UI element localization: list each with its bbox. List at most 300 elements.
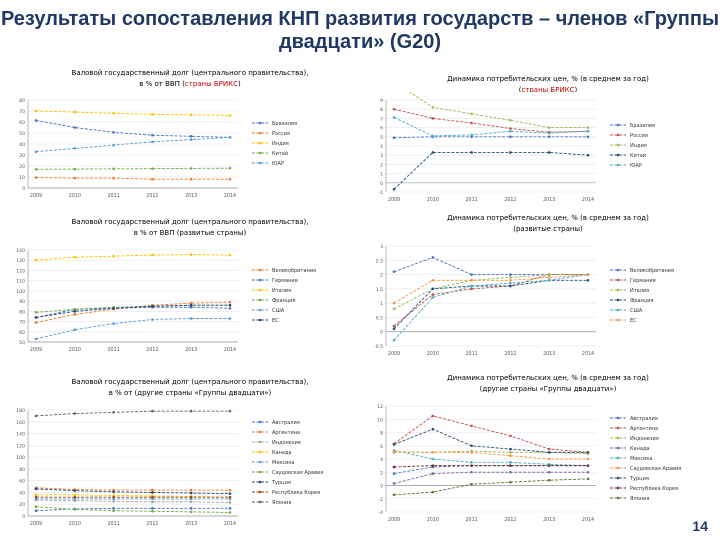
x-tick-label: 2009 (29, 522, 43, 527)
legend-label: Франция (630, 297, 654, 304)
data-point (393, 328, 396, 331)
chart-title-highlight: страны БРИКС (184, 80, 238, 88)
data-point (587, 154, 590, 157)
legend-label: Австралия (272, 419, 300, 426)
series-line (36, 168, 230, 169)
legend-label: Бразилия (272, 120, 298, 127)
data-point (393, 308, 396, 311)
chart-title-main: Валовой государственный долг (центрального правительства), (71, 69, 309, 77)
data-point (509, 273, 512, 276)
data-point (74, 489, 77, 492)
data-point (470, 113, 473, 116)
chart-title-main: Динамика потребительских цен, % (в среднем за год) (447, 374, 649, 382)
data-point (393, 116, 396, 119)
y-tick-label: 2 (380, 273, 383, 279)
chart-title-p5 (40, 377, 340, 399)
data-point (393, 450, 396, 453)
data-point (548, 479, 551, 482)
data-point (190, 253, 193, 256)
data-point (548, 276, 551, 279)
data-point (112, 144, 115, 147)
x-tick-label: 2011 (465, 198, 478, 203)
legend-label: Индия (630, 142, 647, 149)
data-point (151, 141, 154, 144)
data-point (548, 451, 551, 454)
line-chart-cpi-developed (362, 238, 708, 362)
chart-title-main: Динамика потребительских цен, % (в среднем за год) (447, 75, 649, 83)
legend-label: Турция (272, 479, 291, 486)
data-point (509, 285, 512, 288)
data-point (190, 492, 193, 495)
x-tick-label: 2010 (68, 348, 81, 353)
series-line (36, 489, 230, 494)
data-point (151, 134, 154, 137)
legend-marker (617, 437, 620, 440)
data-point (548, 464, 551, 467)
data-point (151, 410, 154, 413)
y-tick-label: 8 (380, 108, 383, 114)
data-point (393, 108, 396, 111)
data-point (393, 302, 396, 305)
legend-marker (259, 461, 262, 464)
y-tick-label: 140 (16, 249, 25, 254)
data-point (393, 325, 396, 328)
legend-label: Аргентина (630, 425, 659, 432)
legend-marker (259, 132, 262, 135)
y-tick-label: 0 (22, 187, 25, 192)
chart-title-p4 (398, 213, 698, 235)
chart-title-p6 (398, 373, 698, 395)
data-point (432, 491, 435, 494)
data-point (151, 167, 154, 170)
series-line (36, 302, 230, 322)
chart-title-pre: ( (518, 86, 522, 94)
data-point (74, 111, 77, 114)
data-point (151, 254, 154, 257)
data-point (74, 310, 77, 313)
data-point (548, 151, 551, 154)
legend-marker (259, 491, 262, 494)
legend-label: Бразилия (630, 122, 656, 129)
data-point (35, 259, 38, 262)
data-point (587, 458, 590, 461)
data-point (190, 178, 193, 181)
legend-marker (617, 124, 620, 127)
y-tick-label: 1.5 (375, 287, 383, 293)
series-line (394, 109, 588, 132)
line-chart-gov-debt-other-g20 (4, 402, 350, 532)
y-tick-label: 0 (380, 181, 383, 187)
data-point (229, 492, 232, 495)
data-point (229, 304, 232, 307)
y-tick-label: 20 (19, 165, 25, 170)
data-point (432, 464, 435, 467)
x-tick-label: 2011 (465, 518, 478, 523)
y-tick-label: -2 (378, 497, 383, 503)
legend-label: Россия (272, 130, 290, 137)
data-point (35, 496, 38, 499)
x-tick-label: 2012 (146, 522, 159, 527)
legend-marker (259, 152, 262, 155)
legend-label: ЮАР (272, 160, 284, 167)
data-point (112, 496, 115, 499)
data-point (470, 134, 473, 137)
chart-title-p1 (40, 68, 340, 90)
data-point (112, 168, 115, 171)
data-point (229, 501, 232, 504)
data-point (112, 411, 115, 414)
series-line (394, 117, 588, 135)
data-point (509, 127, 512, 130)
data-point (35, 176, 38, 179)
y-tick-label: 80 (19, 467, 25, 473)
data-point (190, 511, 193, 514)
y-tick-label: 60 (19, 121, 25, 126)
legend-marker (259, 481, 262, 484)
data-point (548, 126, 551, 129)
data-point (74, 126, 77, 129)
legend-marker (259, 269, 262, 272)
chart-title-main: Динамика потребительских цен, % (в среднем за год) (447, 214, 649, 222)
legend-label: Австралия (630, 415, 658, 422)
series-line (36, 488, 230, 490)
data-point (190, 507, 193, 510)
series-line (394, 466, 588, 467)
data-point (151, 489, 154, 492)
legend-label: Китай (272, 150, 289, 157)
series-line (36, 111, 230, 115)
chart-title-p3 (40, 217, 340, 239)
y-tick-label: 3 (380, 245, 383, 250)
data-point (587, 130, 590, 133)
data-point (112, 509, 115, 512)
data-point (432, 256, 435, 259)
data-point (548, 279, 551, 282)
data-point (393, 466, 396, 469)
data-point (74, 177, 77, 180)
y-tick-label: 50 (19, 132, 25, 137)
x-tick-label: 2014 (581, 198, 595, 203)
data-point (548, 273, 551, 276)
data-point (35, 119, 38, 122)
data-point (509, 151, 512, 154)
y-tick-label: 2 (380, 163, 383, 169)
data-point (509, 282, 512, 285)
data-point (548, 458, 551, 461)
x-tick-label: 2012 (504, 518, 517, 523)
data-point (509, 451, 512, 454)
y-tick-label: 40 (19, 491, 25, 497)
legend-marker (259, 471, 262, 474)
data-point (35, 494, 38, 497)
data-point (151, 501, 154, 504)
y-tick-label: 80 (19, 99, 25, 104)
legend-marker (259, 501, 262, 504)
data-point (470, 288, 473, 291)
chart-title-sub: в % от (другие страны «Группы двадцати») (108, 389, 272, 397)
data-point (432, 296, 435, 299)
x-tick-label: 2010 (68, 194, 81, 199)
y-tick-label: 140 (16, 432, 25, 438)
data-point (112, 255, 115, 258)
data-point (432, 451, 435, 454)
y-tick-label: 2.5 (375, 259, 383, 265)
data-point (509, 464, 512, 467)
x-tick-label: 2011 (107, 348, 120, 353)
data-point (432, 472, 435, 475)
y-tick-label: 1 (380, 172, 383, 178)
legend-marker (259, 441, 262, 444)
legend-label: Аргентина (272, 429, 301, 436)
legend-label: Индонезия (272, 439, 301, 446)
y-tick-label: 110 (16, 279, 25, 285)
data-point (229, 114, 232, 117)
data-point (432, 428, 435, 431)
data-point (112, 307, 115, 310)
data-point (74, 508, 77, 511)
legend-marker (259, 142, 262, 145)
x-tick-label: 2013 (543, 198, 556, 203)
data-point (587, 464, 590, 467)
data-point (35, 316, 38, 319)
x-tick-label: 2012 (504, 198, 517, 203)
data-point (470, 451, 473, 454)
legend-label: Россия (630, 132, 648, 139)
data-point (112, 112, 115, 115)
y-tick-label: 80 (19, 310, 25, 316)
x-tick-label: 2009 (29, 194, 43, 199)
data-point (432, 279, 435, 282)
data-point (470, 483, 473, 486)
data-point (432, 293, 435, 296)
series-line (394, 416, 588, 452)
x-tick-label: 2012 (146, 348, 159, 353)
x-tick-label: 2014 (581, 352, 595, 357)
series-line (36, 178, 230, 180)
x-tick-label: 2014 (581, 518, 595, 523)
series-line (36, 500, 230, 502)
data-point (74, 313, 77, 316)
legend-marker (617, 164, 620, 167)
legend-marker (617, 279, 620, 282)
data-point (35, 168, 38, 171)
series-line (36, 120, 230, 137)
x-tick-label: 2014 (223, 194, 237, 199)
data-point (35, 321, 38, 324)
y-tick-label: -4 (378, 511, 383, 516)
data-point (470, 425, 473, 428)
y-tick-label: 8 (380, 431, 383, 437)
data-point (190, 167, 193, 170)
legend-marker (617, 269, 620, 272)
x-tick-label: 2010 (426, 518, 439, 523)
y-tick-label: 120 (16, 269, 25, 275)
data-point (229, 178, 232, 181)
x-tick-label: 2013 (185, 194, 198, 199)
y-tick-label: 40 (19, 143, 25, 148)
legend-marker (617, 457, 620, 460)
data-point (587, 451, 590, 454)
data-point (112, 500, 115, 503)
legend-marker (617, 289, 620, 292)
data-point (229, 307, 232, 310)
data-point (229, 489, 232, 492)
y-tick-label: 9 (380, 99, 383, 104)
data-point (509, 435, 512, 438)
series-line (394, 92, 588, 128)
data-point (151, 305, 154, 308)
data-point (35, 150, 38, 153)
x-tick-label: 2011 (107, 194, 120, 199)
line-chart-cpi-brics (362, 92, 708, 208)
series-line (394, 137, 588, 138)
x-tick-label: 2010 (426, 198, 439, 203)
data-point (229, 507, 232, 510)
data-point (151, 507, 154, 510)
data-point (151, 510, 154, 513)
legend-marker (617, 319, 620, 322)
y-tick-label: 130 (16, 259, 25, 265)
chart-title-pre: в % от ВВП ( (139, 80, 185, 88)
x-tick-label: 2009 (387, 518, 401, 523)
chart-title-post: ) (574, 86, 578, 94)
legend-label: Великобритания (272, 267, 317, 274)
legend-label: Германия (272, 277, 298, 284)
y-tick-label: 12 (377, 405, 383, 410)
data-point (74, 256, 77, 259)
legend-label: Китай (630, 152, 647, 159)
series-line (394, 479, 588, 495)
data-point (470, 285, 473, 288)
data-point (74, 496, 77, 499)
y-tick-label: 4 (380, 145, 383, 150)
data-point (432, 415, 435, 418)
y-tick-label: 5 (380, 135, 383, 141)
series-line (36, 307, 230, 317)
legend-marker (259, 309, 262, 312)
data-point (151, 491, 154, 494)
legend-label: Турция (630, 475, 649, 482)
data-point (112, 177, 115, 180)
y-tick-label: -1 (378, 191, 383, 196)
data-point (190, 410, 193, 413)
legend-label: Германия (630, 277, 656, 284)
data-point (151, 113, 154, 116)
data-point (74, 412, 77, 415)
y-tick-label: 0 (380, 330, 383, 336)
legend-marker (617, 144, 620, 147)
series-line (36, 137, 230, 151)
data-point (470, 461, 473, 464)
legend-marker (259, 319, 262, 322)
legend-marker (259, 289, 262, 292)
data-point (470, 464, 473, 467)
data-point (432, 458, 435, 461)
y-tick-label: 30 (19, 154, 25, 159)
data-point (470, 122, 473, 125)
data-point (35, 505, 38, 508)
legend-label: США (272, 307, 285, 314)
data-point (229, 317, 232, 320)
y-tick-label: 0 (380, 484, 383, 490)
legend-marker (259, 431, 262, 434)
x-tick-label: 2010 (68, 522, 81, 527)
legend-label: Мексика (272, 459, 295, 466)
data-point (509, 448, 512, 451)
data-point (229, 136, 232, 139)
y-tick-label: 160 (16, 420, 25, 426)
y-tick-label: 180 (16, 409, 25, 414)
legend-marker (617, 154, 620, 157)
chart-title-sub: (развитые страны) (513, 225, 583, 233)
data-point (74, 168, 77, 171)
data-point (393, 472, 396, 475)
legend-marker (617, 487, 620, 490)
data-point (112, 322, 115, 325)
y-tick-label: 2 (380, 471, 383, 477)
line-chart-gov-debt-brics (4, 92, 350, 204)
data-point (548, 132, 551, 135)
page-number: 14 (692, 518, 708, 534)
line-chart-cpi-other-g20 (362, 398, 708, 528)
y-tick-label: 60 (19, 479, 25, 485)
legend-label: Саудовская Аравия (272, 469, 324, 476)
data-point (190, 501, 193, 504)
legend-marker (617, 309, 620, 312)
page-title: Результаты сопоставления КНП развития государств – членов «Группы двадцати» (G20) (0, 8, 720, 53)
chart-title-highlight: страны БРИКС (521, 86, 575, 94)
legend-label: Великобритания (630, 267, 675, 274)
x-tick-label: 2009 (387, 198, 401, 203)
data-point (35, 415, 38, 418)
series-line (36, 411, 230, 416)
legend-marker (617, 417, 620, 420)
legend-label: Мексика (630, 455, 653, 462)
legend-marker (617, 299, 620, 302)
legend-marker (617, 497, 620, 500)
legend-marker (259, 162, 262, 165)
data-point (35, 509, 38, 512)
data-point (229, 301, 232, 304)
data-point (509, 279, 512, 282)
legend-label: Италия (272, 287, 292, 294)
legend-label: Индонезия (630, 435, 659, 442)
y-tick-label: 70 (19, 110, 25, 115)
data-point (35, 338, 38, 341)
x-tick-label: 2013 (185, 522, 198, 527)
data-point (35, 311, 38, 314)
series-line (394, 152, 588, 189)
legend-marker (617, 477, 620, 480)
data-point (509, 276, 512, 279)
legend-marker (617, 134, 620, 137)
data-point (229, 167, 232, 170)
y-tick-label: 0.5 (375, 316, 383, 322)
data-point (509, 119, 512, 122)
data-point (470, 471, 473, 474)
data-point (587, 478, 590, 481)
data-point (548, 448, 551, 451)
y-tick-label: 100 (16, 289, 25, 295)
legend-marker (617, 427, 620, 430)
data-point (548, 136, 551, 139)
x-tick-label: 2013 (543, 518, 556, 523)
y-tick-label: 0 (22, 515, 25, 520)
data-point (35, 110, 38, 113)
x-tick-label: 2013 (185, 348, 198, 353)
chart-title-main: Валовой государственный долг (центрального правительства), (71, 218, 309, 226)
x-tick-label: 2009 (29, 348, 43, 353)
